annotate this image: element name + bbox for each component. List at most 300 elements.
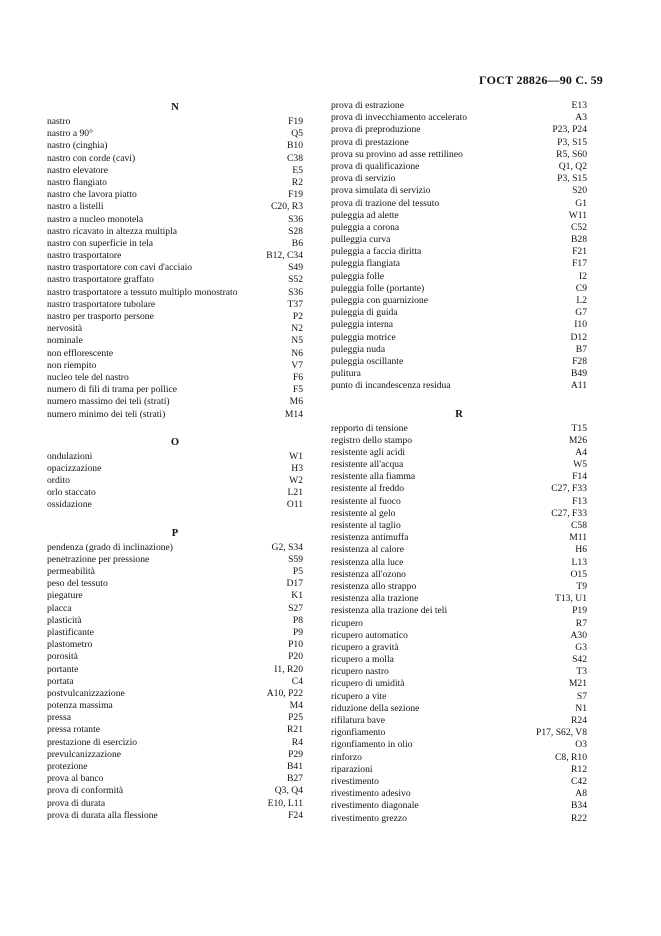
index-term: nastro trasportatore tubolare bbox=[47, 298, 156, 310]
index-term: non efflorescente bbox=[47, 347, 114, 359]
index-entry bbox=[47, 487, 303, 499]
index-code: A8 bbox=[575, 788, 587, 800]
index-code: F13 bbox=[572, 495, 587, 507]
index-entry bbox=[331, 137, 587, 149]
index-code: Q1, Q2 bbox=[558, 160, 587, 172]
index-entry bbox=[47, 323, 303, 335]
index-entry bbox=[331, 544, 587, 556]
index-term: rivestimento diagonale bbox=[331, 800, 419, 812]
index-list bbox=[331, 100, 587, 393]
index-code: Q5 bbox=[291, 128, 303, 140]
index-entry bbox=[331, 703, 587, 715]
index-entry bbox=[47, 165, 303, 177]
index-term: puleggia a faccia diritta bbox=[331, 246, 422, 258]
index-term: nastro flangiato bbox=[47, 176, 107, 188]
index-entry bbox=[331, 678, 587, 690]
index-code: H6 bbox=[575, 544, 587, 556]
index-term: portante bbox=[47, 663, 79, 675]
index-entry bbox=[331, 210, 587, 222]
index-entry bbox=[331, 307, 587, 319]
index-code: P23, P24 bbox=[552, 124, 587, 136]
index-term: plasticità bbox=[47, 614, 82, 626]
index-entry bbox=[47, 214, 303, 226]
index-code: N5 bbox=[291, 335, 303, 347]
index-code: B6 bbox=[291, 237, 303, 249]
index-term: ricupero nastro bbox=[331, 666, 389, 678]
index-term: nervosità bbox=[47, 323, 83, 335]
index-code: B7 bbox=[575, 343, 587, 355]
index-term: nastro ricavato in altezza multipla bbox=[47, 225, 177, 237]
index-term: prestazione di esercizio bbox=[47, 736, 138, 748]
index-code: I2 bbox=[579, 270, 587, 282]
index-code: S36 bbox=[288, 213, 303, 225]
index-term: resistente al fuoco bbox=[331, 495, 401, 507]
index-term: rinforzo bbox=[331, 751, 362, 763]
index-code: K1 bbox=[291, 590, 303, 602]
index-term: riparazioni bbox=[331, 763, 373, 775]
index-term: pulitura bbox=[331, 368, 361, 380]
index-entry bbox=[331, 496, 587, 508]
index-entry bbox=[331, 581, 587, 593]
index-list bbox=[47, 116, 303, 421]
index-entry bbox=[331, 319, 587, 331]
index-code: E10, L11 bbox=[267, 797, 303, 809]
index-code: P2 bbox=[292, 311, 303, 322]
index-code: R4 bbox=[291, 736, 303, 748]
index-entry bbox=[47, 499, 303, 511]
section-heading: P bbox=[171, 527, 179, 539]
index-entry bbox=[331, 800, 587, 812]
index-term: resistenza alla trazione dei teli bbox=[331, 605, 448, 617]
index-term: prova di prestazione bbox=[331, 136, 409, 148]
right-column bbox=[331, 100, 587, 825]
index-entry bbox=[331, 752, 587, 764]
index-code: I10 bbox=[574, 319, 587, 331]
index-code: W1 bbox=[289, 450, 303, 462]
index-entry bbox=[47, 627, 303, 639]
index-term: numero massimo dei teli (strati) bbox=[47, 396, 170, 408]
index-code: S20 bbox=[572, 185, 587, 197]
index-term: prova simulata di servizio bbox=[331, 185, 431, 197]
index-term: puleggia motrice bbox=[331, 331, 396, 343]
index-entry bbox=[331, 100, 587, 112]
index-code: F21 bbox=[572, 246, 587, 258]
index-term: puleggia flangiata bbox=[331, 258, 400, 270]
index-entry bbox=[331, 569, 587, 581]
index-entry bbox=[47, 761, 303, 773]
index-code: B10 bbox=[287, 140, 303, 152]
index-code: M4 bbox=[289, 700, 303, 712]
index-term: nastro trasportatore bbox=[47, 250, 122, 262]
index-entry bbox=[47, 140, 303, 152]
index-code: I1, R20 bbox=[274, 663, 303, 675]
index-entry bbox=[331, 727, 587, 739]
index-term: puleggia con guarnizione bbox=[331, 295, 428, 306]
index-term: nastro bbox=[47, 116, 71, 127]
index-code: C9 bbox=[575, 282, 587, 294]
index-code: D17 bbox=[286, 578, 303, 590]
index-code: C8, R10 bbox=[555, 751, 587, 763]
index-term: rivestimento grezzo bbox=[331, 812, 407, 824]
index-code: M11 bbox=[569, 532, 587, 544]
index-term: nucleo tele del nastro bbox=[47, 371, 129, 383]
index-term: ordito bbox=[47, 475, 70, 487]
index-term: prova di durata alla flessione bbox=[47, 809, 158, 821]
index-code: S27 bbox=[288, 602, 303, 614]
index-term: resistenza alla trazione bbox=[331, 593, 419, 605]
section-heading: O bbox=[170, 436, 180, 448]
index-entry bbox=[331, 764, 587, 776]
index-code: R24 bbox=[571, 715, 587, 726]
index-code: G2, S34 bbox=[271, 541, 303, 553]
index-list bbox=[47, 542, 303, 822]
index-code: S42 bbox=[572, 654, 587, 666]
index-term: prova di qualificazione bbox=[331, 160, 420, 172]
index-entry bbox=[47, 396, 303, 408]
index-code: S59 bbox=[288, 553, 303, 565]
index-code: T37 bbox=[287, 298, 303, 310]
index-term: prova di trazione del tessuto bbox=[331, 197, 440, 209]
index-code: P5 bbox=[292, 566, 303, 577]
index-entry bbox=[47, 311, 303, 323]
index-entry bbox=[47, 287, 303, 299]
index-code: F17 bbox=[572, 258, 587, 270]
index-code: S7 bbox=[576, 690, 587, 702]
index-term: nastro elevatore bbox=[47, 164, 108, 176]
index-term: nastro trasportatore graffato bbox=[47, 274, 154, 286]
index-term: rivestimento adesivo bbox=[331, 788, 411, 800]
index-term: nastro con corde (cavi) bbox=[47, 152, 136, 164]
index-entry bbox=[47, 238, 303, 250]
index-entry bbox=[47, 773, 303, 785]
index-term: piegature bbox=[47, 590, 83, 602]
index-term: nastro trasportatore con cavi d'acciaio bbox=[47, 262, 193, 274]
index-term: puleggia interna bbox=[331, 319, 394, 331]
index-entry bbox=[331, 520, 587, 532]
index-term: prova di servizio bbox=[331, 173, 396, 185]
index-term: puleggia a corona bbox=[331, 221, 400, 233]
index-list bbox=[331, 423, 587, 825]
index-code: L13 bbox=[571, 556, 587, 568]
index-term: plastificante bbox=[47, 626, 94, 638]
index-entry bbox=[47, 554, 303, 566]
index-entry bbox=[47, 475, 303, 487]
index-term: pulleggia curva bbox=[331, 234, 391, 246]
index-entry bbox=[331, 234, 587, 246]
index-entry bbox=[47, 676, 303, 688]
index-term: orlo staccato bbox=[47, 487, 96, 499]
index-entry bbox=[331, 666, 587, 678]
index-code: M14 bbox=[284, 408, 303, 420]
index-entry bbox=[331, 344, 587, 356]
index-term: puleggia di guida bbox=[331, 307, 398, 319]
index-term: resistente al freddo bbox=[331, 483, 404, 495]
index-term: prova di preproduzione bbox=[331, 124, 421, 136]
index-term: placca bbox=[47, 602, 72, 614]
index-code: A4 bbox=[575, 446, 587, 458]
index-term: prova su provino ad asse rettilineo bbox=[331, 148, 463, 160]
index-code: A3 bbox=[575, 112, 587, 124]
index-entry bbox=[47, 688, 303, 700]
index-entry bbox=[331, 380, 587, 392]
index-term: pressa bbox=[47, 712, 71, 724]
index-entry bbox=[331, 459, 587, 471]
index-entry bbox=[47, 463, 303, 475]
index-code: G7 bbox=[575, 307, 587, 319]
index-entry bbox=[331, 124, 587, 136]
index-term: registro dello stampo bbox=[331, 434, 412, 446]
index-code: M6 bbox=[289, 396, 303, 408]
index-term: ricupero a gravità bbox=[331, 641, 399, 653]
left-column bbox=[47, 100, 303, 822]
index-entry bbox=[331, 447, 587, 459]
index-entry bbox=[47, 737, 303, 749]
index-entry bbox=[331, 642, 587, 654]
index-entry bbox=[47, 451, 303, 463]
index-code: T13, U1 bbox=[555, 593, 587, 605]
index-entry bbox=[47, 749, 303, 761]
index-term: potenza massima bbox=[47, 700, 113, 712]
index-term: prova al banco bbox=[47, 773, 104, 785]
index-entry bbox=[47, 348, 303, 360]
index-code: G1 bbox=[575, 197, 587, 209]
index-code: M21 bbox=[568, 678, 587, 690]
index-code: F14 bbox=[572, 471, 587, 483]
index-entry bbox=[47, 590, 303, 602]
index-code: E13 bbox=[571, 100, 587, 111]
index-term: ricupero di umidità bbox=[331, 678, 405, 690]
index-entry bbox=[47, 201, 303, 213]
index-code: B41 bbox=[287, 761, 303, 772]
index-term: puleggia nuda bbox=[331, 343, 386, 355]
index-term: nastro a 90° bbox=[47, 128, 93, 140]
index-code: B27 bbox=[287, 773, 303, 785]
index-code: C42 bbox=[571, 775, 587, 787]
index-code: N6 bbox=[291, 347, 303, 359]
index-term: puleggia oscillante bbox=[331, 355, 404, 367]
index-term: nastro a listelli bbox=[47, 201, 104, 213]
index-entry bbox=[331, 222, 587, 234]
index-code: F24 bbox=[288, 809, 303, 821]
index-entry bbox=[47, 785, 303, 797]
index-term: prova di durata bbox=[47, 797, 106, 809]
index-entry bbox=[47, 250, 303, 262]
index-term: rigonfiamento bbox=[331, 727, 386, 739]
index-code: C27, F33 bbox=[551, 483, 587, 495]
index-term: nastro a nucleo monotela bbox=[47, 213, 144, 225]
index-term: ricupero automatico bbox=[331, 629, 408, 641]
page-header: ГОСТ 28826—90 С. 59 bbox=[479, 73, 603, 87]
index-code: P9 bbox=[292, 626, 303, 638]
index-term: resistente al taglio bbox=[331, 520, 401, 531]
index-term: nastro che lavora piatto bbox=[47, 189, 137, 201]
index-entry bbox=[331, 618, 587, 630]
section-heading: N bbox=[171, 102, 179, 113]
index-code: R2 bbox=[291, 176, 303, 188]
index-entry bbox=[47, 226, 303, 238]
index-term: prova di conformità bbox=[47, 785, 124, 797]
index-term: opacizzazione bbox=[47, 462, 102, 474]
index-code: R22 bbox=[571, 812, 587, 824]
index-code: S52 bbox=[288, 274, 303, 286]
index-entry bbox=[331, 605, 587, 617]
index-term: porosità bbox=[47, 651, 78, 663]
index-code: B12, C34 bbox=[266, 250, 303, 262]
index-code: P25 bbox=[288, 712, 303, 724]
index-entry bbox=[331, 161, 587, 173]
index-code: L21 bbox=[287, 487, 303, 499]
index-code: W2 bbox=[289, 475, 303, 487]
index-entry bbox=[331, 776, 587, 788]
index-code: P3, S15 bbox=[557, 136, 587, 148]
index-entry bbox=[331, 691, 587, 703]
index-term: pendenza (grado di inclinazione) bbox=[47, 541, 173, 553]
index-entry bbox=[47, 189, 303, 201]
index-term: ossidazione bbox=[47, 499, 92, 511]
index-code: O3 bbox=[575, 739, 587, 751]
index-entry bbox=[47, 153, 303, 165]
index-term: rifilatura bave bbox=[331, 715, 386, 726]
index-term: resistenza alla luce bbox=[331, 556, 404, 568]
index-entry bbox=[47, 372, 303, 384]
index-code: C38 bbox=[287, 152, 303, 164]
index-code: P19 bbox=[572, 605, 587, 617]
index-term: nastro trasportatore a tessuto multiplo monostrato bbox=[47, 286, 238, 298]
index-term: riduzione della sezione bbox=[331, 702, 420, 714]
index-code: S36 bbox=[288, 286, 303, 298]
index-code: D12 bbox=[570, 331, 587, 343]
index-entry bbox=[47, 615, 303, 627]
index-entry bbox=[47, 262, 303, 274]
index-code: B28 bbox=[571, 234, 587, 246]
index-entry bbox=[331, 295, 587, 307]
index-term: rivestimento bbox=[331, 775, 379, 787]
index-entry bbox=[331, 654, 587, 666]
index-code: M26 bbox=[568, 434, 587, 446]
index-term: numero di fili di trama per pollice bbox=[47, 384, 178, 396]
index-entry bbox=[47, 664, 303, 676]
index-entry bbox=[331, 198, 587, 210]
index-code: B34 bbox=[571, 800, 587, 812]
index-code: F6 bbox=[292, 371, 303, 383]
index-code: R5, S60 bbox=[556, 148, 587, 160]
index-entry bbox=[331, 283, 587, 295]
index-term: postvulcanizzazione bbox=[47, 687, 125, 699]
index-code: C58 bbox=[571, 520, 587, 531]
index-code: P29 bbox=[288, 748, 303, 760]
index-code: O15 bbox=[570, 568, 587, 580]
index-term: plastometro bbox=[47, 639, 93, 651]
index-entry bbox=[47, 409, 303, 421]
index-entry bbox=[331, 368, 587, 380]
index-term: nastro per trasporto persone bbox=[47, 311, 154, 322]
index-code: S49 bbox=[288, 262, 303, 274]
index-entry bbox=[47, 274, 303, 286]
index-code: S28 bbox=[288, 225, 303, 237]
index-entry bbox=[331, 557, 587, 569]
index-term: non riempito bbox=[47, 359, 97, 371]
index-entry bbox=[331, 173, 587, 185]
index-term: resistenza antimuffa bbox=[331, 532, 409, 544]
index-term: peso del tessuto bbox=[47, 578, 108, 590]
index-term: puleggia folle bbox=[331, 270, 385, 282]
index-code: F19 bbox=[288, 189, 303, 201]
index-entry bbox=[331, 739, 587, 751]
index-entry bbox=[47, 566, 303, 578]
index-entry bbox=[331, 271, 587, 283]
index-entry bbox=[331, 532, 587, 544]
index-term: ricupero bbox=[331, 617, 363, 629]
index-code: P20 bbox=[288, 651, 303, 663]
index-code: R12 bbox=[571, 763, 587, 775]
index-code: G3 bbox=[575, 641, 587, 653]
index-term: rigonfiamento in olio bbox=[331, 739, 413, 751]
index-term: ondulazioni bbox=[47, 450, 93, 462]
index-term: resistente all'acqua bbox=[331, 459, 404, 471]
index-term: nominale bbox=[47, 335, 83, 347]
index-entry bbox=[331, 593, 587, 605]
index-code: H3 bbox=[291, 462, 303, 474]
index-entry bbox=[331, 715, 587, 727]
index-entry bbox=[47, 810, 303, 822]
index-term: prova di invecchiamento accelerato bbox=[331, 112, 468, 124]
index-term: nastro (cinghia) bbox=[47, 140, 108, 152]
index-entry bbox=[47, 651, 303, 663]
index-entry bbox=[331, 813, 587, 825]
index-term: resistente agli acidi bbox=[331, 446, 406, 458]
index-code: T3 bbox=[576, 666, 587, 678]
index-entry bbox=[47, 116, 303, 128]
index-entry bbox=[331, 112, 587, 124]
index-code: V7 bbox=[291, 359, 303, 371]
index-code: W5 bbox=[573, 459, 587, 471]
index-entry bbox=[331, 356, 587, 368]
index-code: O11 bbox=[286, 499, 303, 511]
index-code: A10, P22 bbox=[266, 687, 303, 699]
index-entry bbox=[47, 360, 303, 372]
index-list bbox=[47, 451, 303, 512]
index-code: A30 bbox=[570, 629, 587, 641]
index-entry bbox=[331, 630, 587, 642]
index-code: R21 bbox=[287, 724, 303, 736]
index-code: C4 bbox=[291, 675, 303, 687]
index-entry bbox=[47, 299, 303, 311]
index-entry bbox=[331, 149, 587, 161]
index-entry bbox=[47, 798, 303, 810]
index-code: L2 bbox=[576, 295, 587, 306]
index-code: P10 bbox=[288, 639, 303, 651]
index-code: F28 bbox=[572, 355, 587, 367]
index-term: resistente alla fiamma bbox=[331, 471, 416, 483]
index-entry bbox=[331, 435, 587, 447]
section-heading: R bbox=[455, 408, 463, 420]
index-term: numero minimo dei teli (strati) bbox=[47, 408, 166, 420]
index-term: portata bbox=[47, 675, 74, 687]
index-entry bbox=[331, 423, 587, 435]
index-code: P3, S15 bbox=[557, 173, 587, 185]
index-term: puleggia ad alette bbox=[331, 209, 399, 221]
index-term: prevulcanizzazione bbox=[47, 748, 122, 760]
index-term: prova di estrazione bbox=[331, 100, 404, 111]
index-code: B49 bbox=[571, 368, 587, 380]
index-term: puleggia folle (portante) bbox=[331, 282, 425, 294]
index-entry bbox=[47, 712, 303, 724]
index-code: C20, R3 bbox=[271, 201, 303, 213]
index-entry bbox=[47, 603, 303, 615]
index-code: F5 bbox=[292, 384, 303, 396]
index-term: ricupero a molla bbox=[331, 654, 394, 666]
index-term: resistente al gelo bbox=[331, 507, 396, 519]
